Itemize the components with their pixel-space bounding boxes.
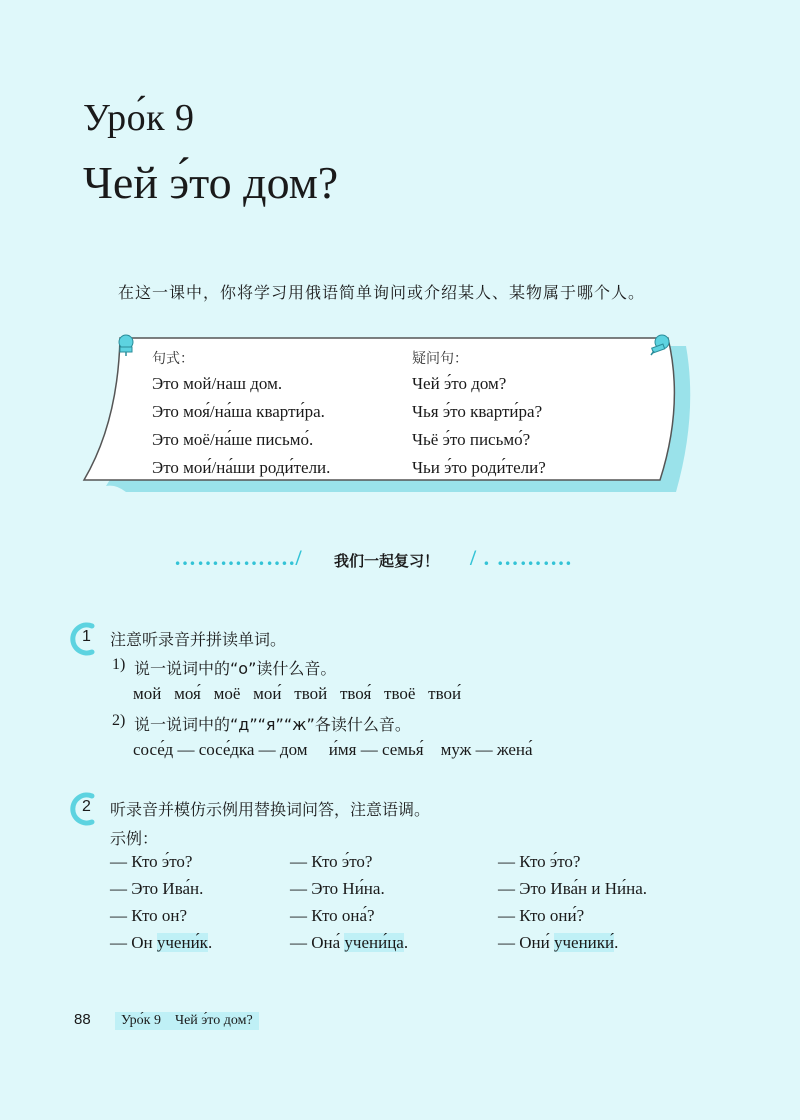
dialogue-line: — Это Ни́на. [290, 879, 385, 898]
dialogue-line: — Кто э́то? [290, 852, 373, 871]
sentence-pattern-label: 句式： [152, 351, 194, 367]
sub-item-instruction: 说一说词中的“д”“я”“ж”各读什么音。 [134, 715, 411, 734]
dialogue-prefix: — Она́ [290, 933, 345, 952]
dialogue-line: — Кто э́то? [498, 852, 581, 871]
question-pattern-label: 疑问句： [412, 351, 468, 367]
sentence-pattern: Это мои́/на́ши роди́тели. [152, 458, 331, 477]
sentence-pattern: Это моё/на́ше письмо́. [152, 430, 314, 449]
highlighted-word: учени́к [156, 933, 208, 952]
question-pattern: Чьи э́то роди́тели? [412, 458, 546, 477]
sentence-pattern: Это мой/наш дом. [152, 374, 283, 393]
question-pattern: Чьё э́то письмо́? [412, 430, 531, 449]
dialogue-line: — Кто э́то? [110, 852, 193, 871]
exercise-number: 1 [82, 628, 91, 645]
sentence-pattern: Это моя́/на́ша кварти́ра. [152, 402, 325, 421]
highlighted-word: ученики́ [553, 933, 615, 952]
dialogue-prefix: — Они́ [498, 933, 554, 952]
dialogue-line: — Кто он? [110, 906, 188, 925]
dialogue-line [498, 933, 618, 953]
question-pattern: Чья э́то кварти́ра? [412, 402, 543, 421]
exercise-number: 2 [82, 798, 91, 815]
sub-item-instruction: 说一说词中的“о”读什么音。 [134, 659, 337, 678]
dialogue-line: — Это Ива́н. [110, 879, 204, 898]
page-number: 88 [74, 1011, 91, 1028]
sub-item-label: 1) [112, 656, 126, 673]
dialogue-line: — Кто она́? [290, 906, 375, 925]
footer-lesson-title: Уро́к 9 Чей э́то дом? [115, 1012, 259, 1030]
review-dots-left: ……………./ [174, 545, 303, 570]
dialogue-period: . [207, 933, 213, 952]
review-title: 我们一起复习！ [334, 552, 440, 570]
exercise-instruction: 听录音并模仿示例用替换词问答，注意语调。 [110, 800, 431, 819]
example-label: 示例： [110, 829, 159, 848]
lesson-title: Чей э́то дом? [83, 157, 339, 208]
review-dots-right: / . ………. [470, 545, 573, 570]
question-pattern: Чей э́то дом? [412, 374, 507, 393]
exercise-instruction: 注意听录音并拼读单词。 [110, 630, 287, 649]
dialogue-line: — Кто они́? [498, 906, 585, 925]
lesson-number: Уро́к 9 [83, 97, 195, 139]
word-list: мой моя́ моё мои́ твой твоя́ твоё твои́ [133, 684, 462, 703]
pattern-board [78, 330, 698, 500]
sub-item-label: 2) [112, 712, 126, 729]
dialogue-line [290, 933, 408, 953]
lesson-intro: 在这一课中，你将学习用俄语简单询问或介绍某人、某物属于哪个人。 [118, 283, 646, 302]
word-list: сосе́д — сосе́дка — дом и́мя — семья́ муж — жена́ [133, 740, 533, 759]
dialogue-period: . [614, 933, 619, 952]
dialogue-prefix: — Он [110, 933, 157, 952]
dialogue-period: . [403, 933, 409, 952]
dialogue-line [110, 933, 212, 953]
dialogue-line: — Это Ива́н и Ни́на. [498, 879, 648, 898]
highlighted-word: учени́ца [344, 933, 404, 952]
